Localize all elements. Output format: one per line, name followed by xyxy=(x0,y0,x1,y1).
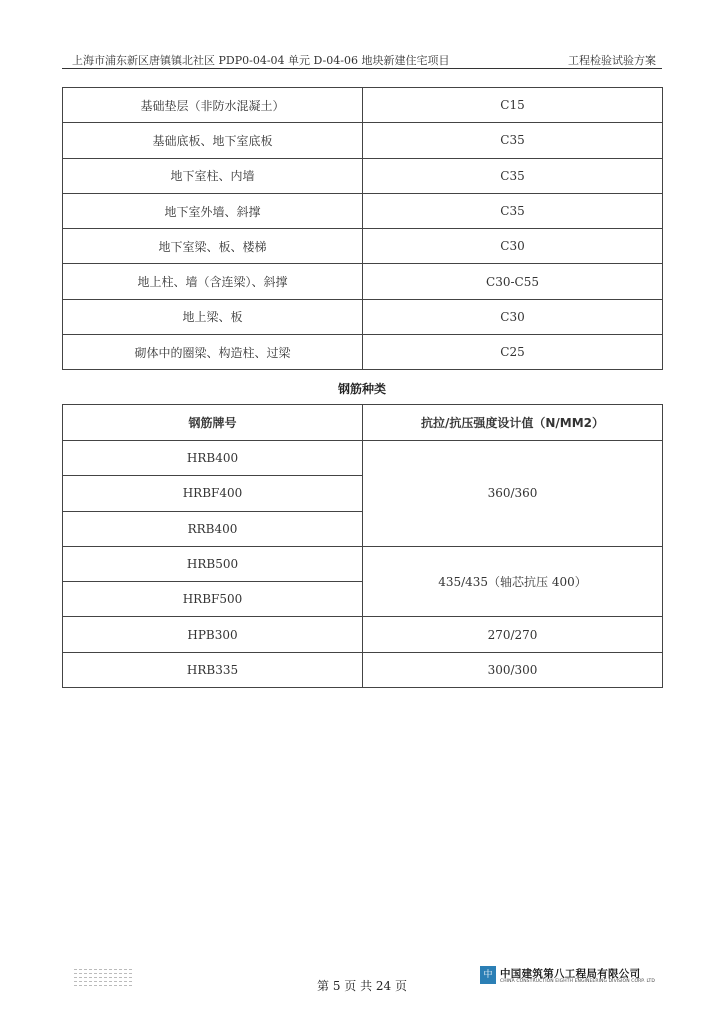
rebar-grade-cell: HRBF400 xyxy=(63,476,363,511)
header-project: 上海市浦东新区唐镇镇北社区 PDP0-04-04 单元 D-04-06 地块新建住宅项目 xyxy=(72,54,450,67)
rebar-strength-table xyxy=(62,404,663,688)
column-header-grade: 钢筋牌号 xyxy=(63,405,363,441)
grade-cell: C30 xyxy=(363,229,663,264)
table-header-row xyxy=(63,405,663,441)
rebar-grade-cell: RRB400 xyxy=(63,511,363,546)
strength-value-cell: 300/300 xyxy=(363,652,663,687)
table-row xyxy=(63,299,663,334)
concrete-grade-table xyxy=(62,87,663,370)
part-cell: 基础底板、地下室底板 xyxy=(63,123,363,158)
company-logo xyxy=(480,966,655,998)
table-row xyxy=(63,264,663,299)
grade-cell: C30-C55 xyxy=(363,264,663,299)
company-name-en: CHINA CONSTRUCTION EIGHTH ENGINEERING DIVISION CORP. LTD xyxy=(500,979,655,984)
strength-value-cell: 270/270 xyxy=(363,617,663,652)
part-cell: 地上柱、墙（含连梁）、斜撑 xyxy=(63,264,363,299)
rebar-section-caption: 钢筋种类 xyxy=(337,382,386,396)
grade-cell: C35 xyxy=(363,158,663,193)
part-cell: 砌体中的圈梁、构造柱、过梁 xyxy=(63,335,363,370)
part-cell: 地下室柱、内墙 xyxy=(63,158,363,193)
grade-cell: C15 xyxy=(363,88,663,123)
grade-cell: C35 xyxy=(363,193,663,228)
table-row xyxy=(63,123,663,158)
column-header-strength: 抗拉/抗压强度设计值（N/MM2） xyxy=(363,405,663,441)
grade-cell: C30 xyxy=(363,299,663,334)
page-header xyxy=(62,50,662,69)
company-name: 中国建筑第八工程局有限公司 xyxy=(500,968,641,980)
strength-value-cell: 360/360 xyxy=(363,441,663,547)
part-cell: 基础垫层（非防水混凝土） xyxy=(63,88,363,123)
strength-value-cell: 435/435（轴芯抗压 400） xyxy=(363,546,663,617)
building-logo-icon: 中建 xyxy=(480,966,496,984)
grade-cell: C25 xyxy=(363,335,663,370)
table-row xyxy=(63,617,663,652)
rebar-grade-cell: HRB335 xyxy=(63,652,363,687)
rebar-grade-cell: HRB500 xyxy=(63,546,363,581)
table-row xyxy=(63,158,663,193)
table-row xyxy=(63,193,663,228)
table-row xyxy=(63,88,663,123)
table-row xyxy=(63,546,663,581)
rebar-grade-cell: HPB300 xyxy=(63,617,363,652)
part-cell: 地下室外墙、斜撑 xyxy=(63,193,363,228)
rebar-grade-cell: HRBF500 xyxy=(63,582,363,617)
table-row xyxy=(63,335,663,370)
part-cell: 地下室梁、板、楼梯 xyxy=(63,229,363,264)
table-row xyxy=(63,441,663,476)
part-cell: 地上梁、板 xyxy=(63,299,363,334)
header-doc-title: 工程检验试验方案 xyxy=(568,54,656,67)
table-row xyxy=(63,652,663,687)
rebar-grade-cell: HRB400 xyxy=(63,441,363,476)
table-row xyxy=(63,229,663,264)
page-number: 第 5 页 共 24 页 xyxy=(317,979,407,993)
grade-cell: C35 xyxy=(363,123,663,158)
